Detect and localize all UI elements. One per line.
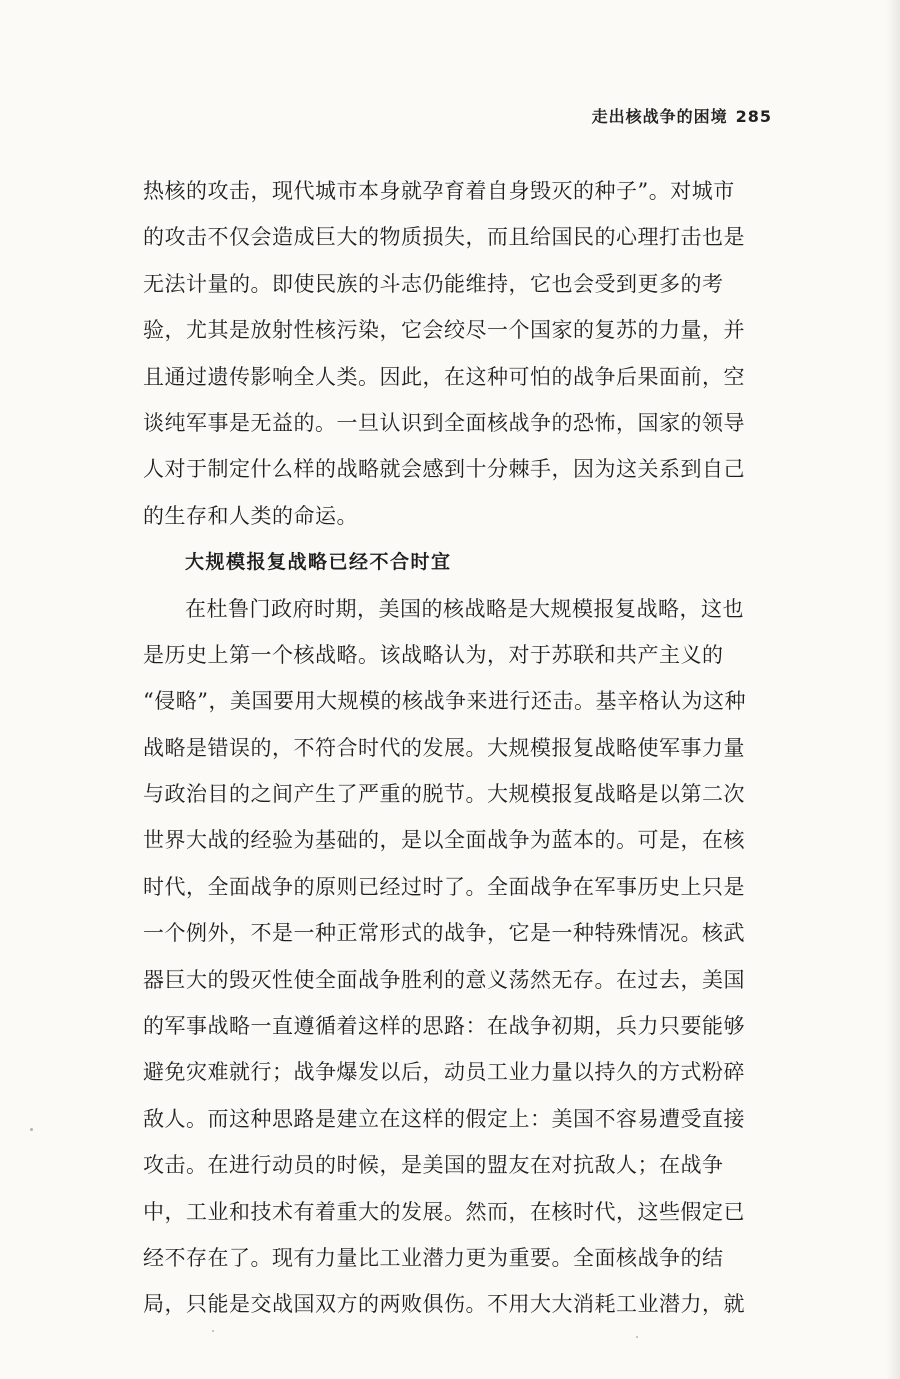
text-line: 是历史上第一个核战略。该战略认为，对于苏联和共产主义的: [143, 642, 724, 667]
text-line: 人对于制定什么样的战略就会感到十分棘手，因为这关系到自己: [143, 457, 745, 482]
text-line: 一个例外，不是一种正常形式的战争，它是一种特殊情况。核武: [143, 921, 745, 946]
paper-speck: [30, 1128, 33, 1131]
text-line: 热核的攻击，现代城市本身就孕育着自身毁灭的种子”。对城市: [143, 179, 735, 203]
text-line: 攻击。在进行动员的时候，是美国的盟友在对抗敌人；在战争: [143, 1153, 724, 1178]
text-line: 器巨大的毁灭性使全面战争胜利的意义荡然无存。在过去，美国: [143, 967, 745, 992]
text-line: 局，只能是交战国双方的两败俱伤。不用大大消耗工业潜力，就: [143, 1292, 745, 1317]
page-number: 285: [735, 107, 772, 126]
text-line: 且通过遗传影响全人类。因此，在这种可怕的战争后果面前，空: [143, 364, 745, 389]
text-line: 经不存在了。现有力量比工业潜力更为重要。全面核战争的结: [143, 1245, 724, 1270]
text-line: 谈纯军事是无益的。一旦认识到全面核战争的恐怖，国家的领导: [143, 410, 745, 435]
text-line: 验，尤其是放射性核污染，它会绞尽一个国家的复苏的力量，并: [143, 318, 745, 343]
text-line: 战略是错误的，不符合时代的发展。大规模报复战略使军事力量: [143, 735, 745, 760]
text-line: 避免灾难就行；战争爆发以后，动员工业力量以持久的方式粉碎: [143, 1060, 745, 1085]
text-line: 敌人。而这种思路是建立在这样的假定上：美国不容易遭受直接: [143, 1106, 745, 1131]
page-edge-shadow: [886, 0, 900, 1379]
text-line: 世界大战的经验为基础的，是以全面战争为蓝本的。可是，在核: [143, 828, 745, 853]
text-line: 的生存和人类的命运。: [143, 503, 358, 528]
text-line: 无法计量的。即使民族的斗志仍能维持，它也会受到更多的考: [143, 271, 724, 296]
running-header: [592, 104, 772, 127]
paper-speck: [636, 1336, 638, 1338]
text-line: 与政治目的之间产生了严重的脱节。大规模报复战略是以第二次: [143, 782, 745, 807]
text-line: 的攻击不仅会造成巨大的物质损失，而且给国民的心理打击也是: [143, 225, 745, 250]
section-heading: 大规模报复战略已经不合时宜: [185, 551, 452, 574]
text-line: 的军事战略一直遵循着这样的思路：在战争初期，兵力只要能够: [143, 1014, 745, 1039]
paragraph-first-line: 在杜鲁门政府时期，美国的核战略是大规模报复战略，这也: [185, 596, 744, 621]
chapter-title: 走出核战争的困境: [591, 107, 728, 126]
text-line: 时代，全面战争的原则已经过时了。全面战争在军事历史上只是: [143, 874, 745, 899]
text-line: 中，工业和技术有着重大的发展。然而，在核时代，这些假定已: [143, 1199, 745, 1224]
body-text: [143, 168, 775, 1328]
text-line: “侵略”，美国要用大规模的核战争来进行还击。基辛格认为这种: [143, 689, 746, 714]
paper-speck: [212, 1330, 214, 1332]
